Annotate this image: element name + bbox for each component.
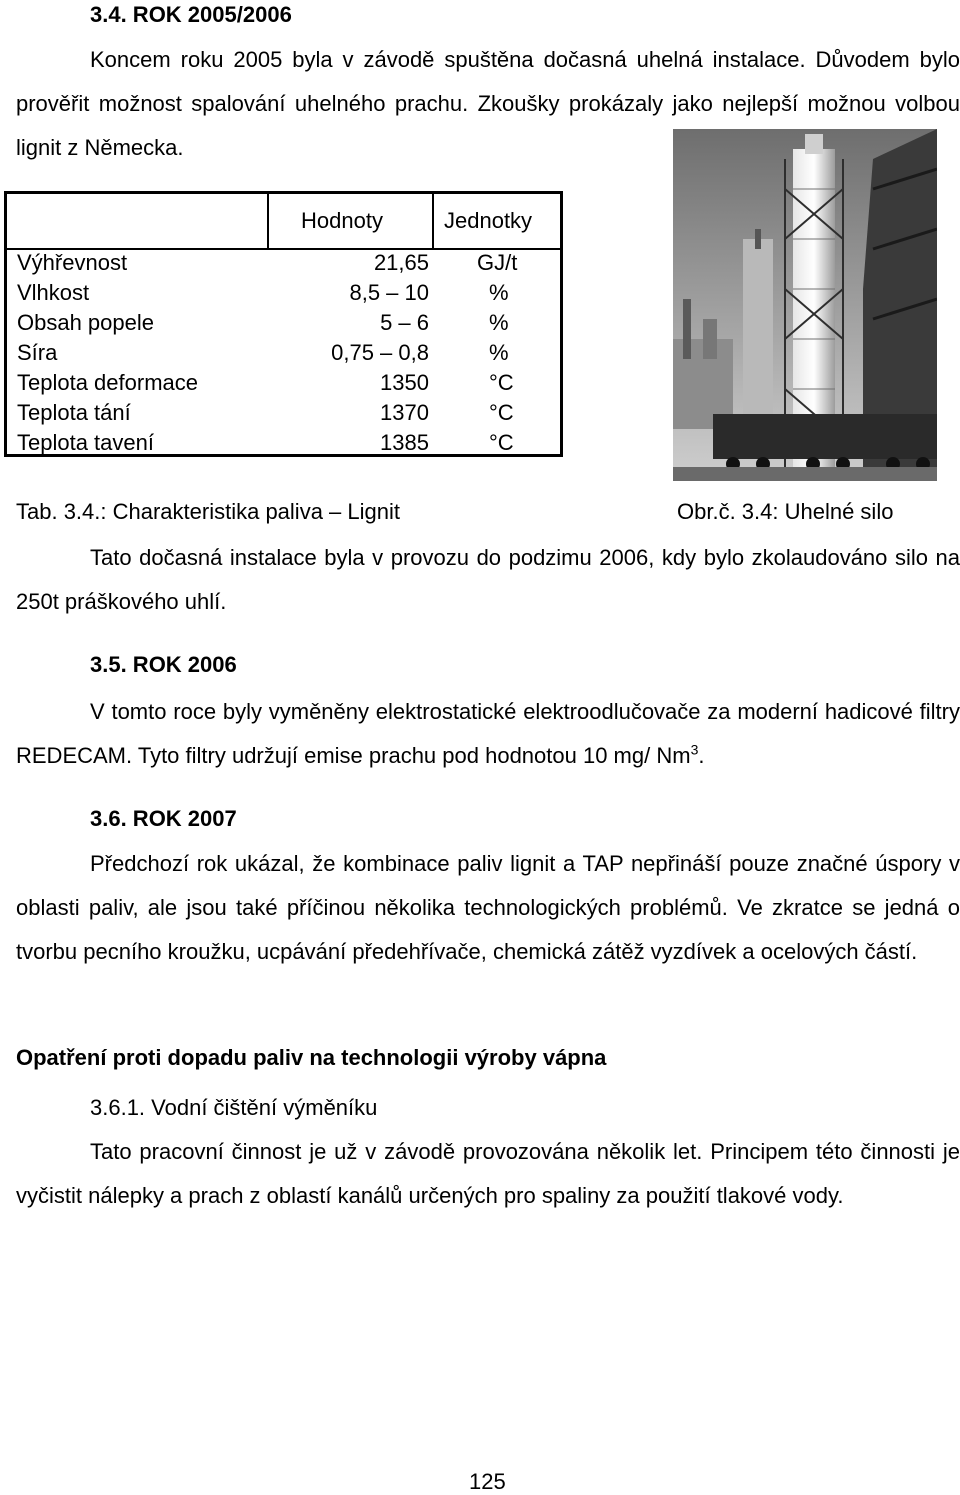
paragraph: Tato dočasná instalace byla v provozu do podzimu 2006, kdy bylo zkolaudováno silo na 250t práškového uhlí. (16, 545, 960, 614)
table-cell-name: Síra (17, 340, 58, 365)
table-row (7, 430, 560, 460)
table-cell-unit: % (489, 280, 509, 305)
table-cell-value: 1370 (380, 400, 429, 425)
paragraph: Koncem roku 2005 byla v závodě spuštěna dočasná uhelná instalace. Důvodem bylo prověřit možnost spalování uhelného prachu. Zkoušky prokázaly jako nejlepší možnou volbou lignit z Německa. (16, 47, 960, 160)
section-heading: 3.5. ROK 2006 (90, 652, 237, 677)
table-cell-name: Teplota tání (17, 400, 131, 425)
table-cell-unit: °C (489, 370, 514, 395)
table-cell-name: Teplota deformace (17, 370, 198, 395)
table-cell-value: 0,75 – 0,8 (331, 340, 429, 365)
coal-silo-photo (673, 129, 937, 481)
table-row (7, 340, 560, 370)
table-cell-value: 1385 (380, 430, 429, 455)
superscript: 3 (690, 741, 699, 758)
table-cell-unit: °C (489, 430, 514, 455)
subheading: 3.6.1. Vodní čištění výměníku (90, 1095, 378, 1120)
table-caption: Tab. 3.4.: Charakteristika paliva – Lignit (16, 499, 400, 524)
table-cell-value: 5 – 6 (380, 310, 429, 335)
table-cell-unit: °C (489, 400, 514, 425)
table-cell-name: Výhřevnost (17, 250, 128, 275)
table-row (7, 310, 560, 340)
table-cell-value: 1350 (380, 370, 429, 395)
table-header-units: Jednotky (444, 208, 533, 233)
figure-caption: Obr.č. 3.4: Uhelné silo (677, 499, 894, 524)
paragraph: Tato pracovní činnost je už v závodě provozována několik let. Principem této činnosti je vyčistit nálepky a prach z oblastí kanálů určených pro spaliny za použití tlakové vody. (16, 1139, 960, 1208)
paragraph: Předchozí rok ukázal, že kombinace paliv lignit a TAP nepřináší pouze značné úspory v oblasti paliv, ale jsou také příčinou několika technologických problémů. Ve zkratce se jedná o tvorbu pecního kroužku, ucpávání předehřívače, chemická zátěž vyzdívek a ocelových částí. (16, 851, 960, 964)
table-cell-name: Obsah popele (17, 310, 154, 335)
table-cell-unit: % (489, 310, 509, 335)
table-cell-unit: % (489, 340, 509, 365)
table-row (7, 370, 560, 400)
table-cell-name: Teplota tavení (17, 430, 154, 455)
table-row (7, 280, 560, 310)
page-number: 125 (469, 1469, 506, 1494)
bold-heading: Opatření proti dopadu paliv na technologii výroby vápna (16, 1045, 607, 1070)
table-cell-value: 21,65 (373, 250, 429, 275)
fuel-characteristics-table (4, 191, 563, 457)
table-cell-value: 8,5 – 10 (349, 280, 429, 305)
table-row (7, 400, 560, 430)
section-heading: 3.4. ROK 2005/2006 (90, 2, 292, 27)
section-heading: 3.6. ROK 2007 (90, 806, 237, 831)
paragraph: V tomto roce byly vyměněny elektrostatické elektroodlučovače za moderní hadicové filtry REDECAM. Tyto filtry udržují emise prachu pod hodnotou 10 mg/ Nm$^3$. (16, 699, 960, 768)
table-cell-unit: GJ/t (477, 250, 518, 275)
table-row (7, 250, 560, 280)
table-header-values: Hodnoty (301, 208, 383, 233)
table-cell-name: Vlhkost (17, 280, 90, 305)
